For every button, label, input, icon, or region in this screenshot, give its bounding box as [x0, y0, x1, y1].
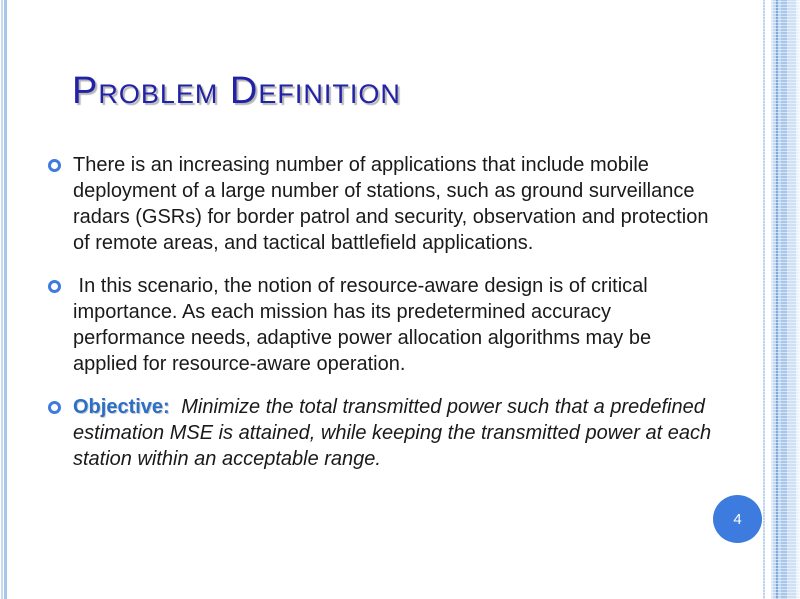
page-number-badge: [713, 495, 762, 543]
circle-bullet-icon: [48, 401, 61, 414]
slide-title: Problem Definition: [72, 70, 401, 112]
bullet-text: In this scenario, the notion of resource-aware design is of critical importance. As each mission has its predetermined accuracy performance needs, adaptive power allocation algorithms may be applied for resource-aware operation.: [73, 275, 652, 375]
circle-bullet-icon: [48, 159, 61, 172]
bullet-text: Minimize the total transmitted power such that a predefined estimation MSE is attained, while keeping the transmitted power at each station within an acceptable range.: [73, 396, 712, 470]
objective-label: Objective:: [73, 396, 170, 418]
bullet-text: There is an increasing number of applications that include mobile deployment of a large number of stations, such as ground surveillance radars (GSRs) for border patrol and security, observation and protection of remote areas, and tactical battlefield applications.: [73, 154, 709, 254]
bullet-item-applications: [48, 152, 720, 256]
page-number: 4: [733, 510, 742, 528]
bullet-item-resource-aware: [48, 273, 720, 377]
right-border-decoration: [762, 0, 800, 599]
circle-bullet-icon: [48, 280, 61, 293]
bullet-item-objective: [48, 394, 720, 472]
bullet-list: [48, 152, 720, 489]
left-border-decoration: [0, 0, 9, 599]
